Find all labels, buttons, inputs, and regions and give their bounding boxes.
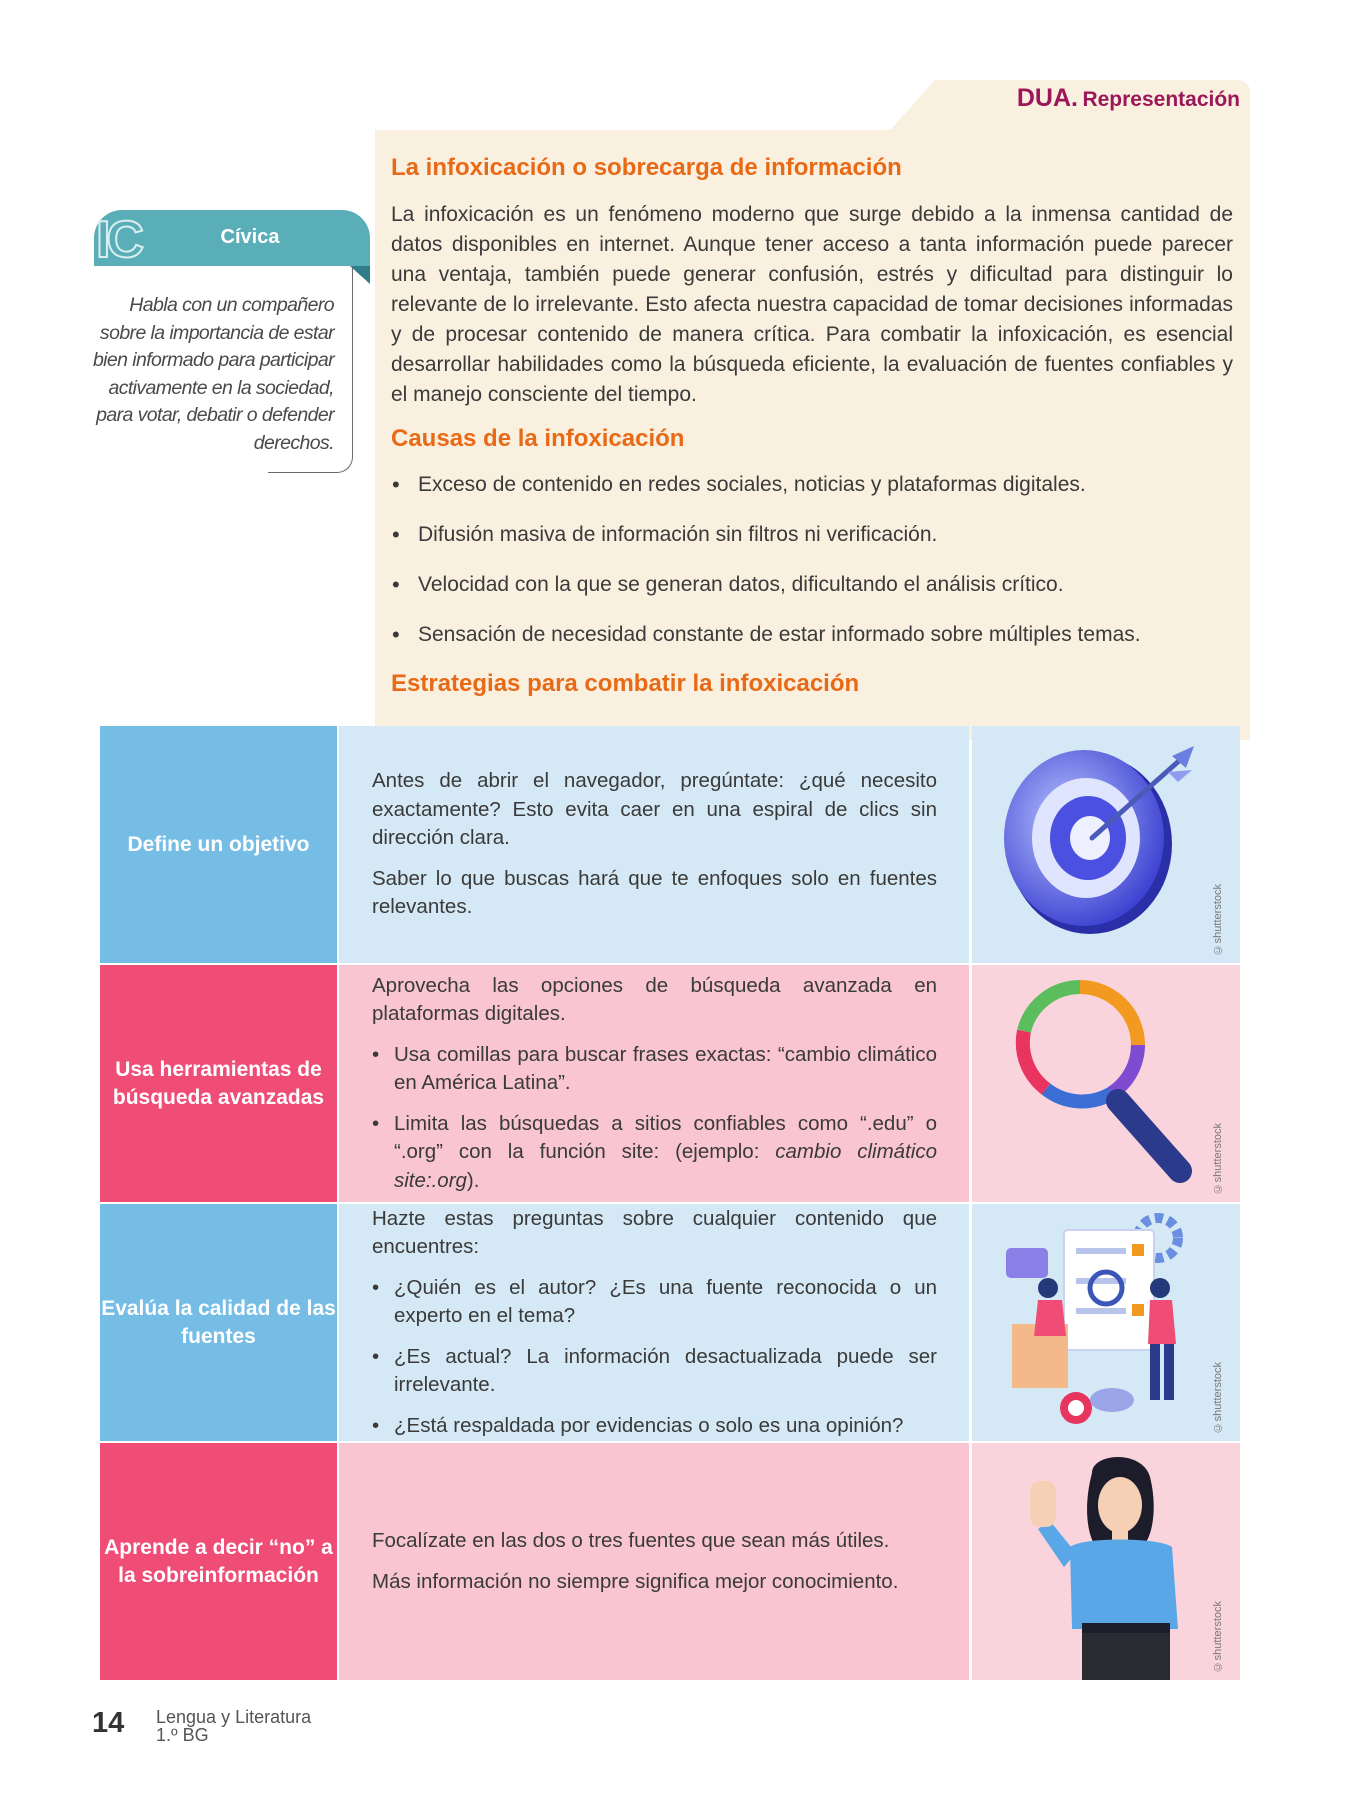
photo-credit: ©shutterstock <box>1212 1122 1224 1194</box>
strategy-label: Evalúa la calidad de las fuentes <box>100 1204 337 1441</box>
bullet-text-end: ). <box>466 1168 480 1192</box>
list-item: • Velocidad con la que se generan datos, dificultando el análisis crítico. <box>390 570 1250 620</box>
bullet-text: Limita las búsquedas a sitios confiables como “.edu” o “.org” con la función site: (ejemplo: <box>394 1111 937 1164</box>
bullet-item: • Usa comillas para buscar frases exactas: “cambio climático en América Latina”. <box>372 1041 937 1098</box>
dua-sublabel: Representación <box>1082 88 1240 111</box>
strategy-table <box>100 726 1240 1682</box>
table-row <box>100 726 1240 963</box>
photo-credit: ©shutterstock <box>1212 883 1224 955</box>
ic-logo: IC <box>96 211 140 269</box>
list-item: • Difusión masiva de información sin filtros ni verificación. <box>390 520 1250 570</box>
strategy-image <box>972 726 1240 963</box>
list-item: • Exceso de contenido en redes sociales, noticias y plataformas digitales. <box>390 470 1250 520</box>
list-item: • Sensación de necesidad constante de estar informado sobre múltiples temas. <box>390 620 1250 670</box>
grade-label: 1.º BG <box>156 1725 209 1745</box>
photo-credit: ©shutterstock <box>1212 1600 1224 1672</box>
paragraph: Antes de abrir el navegador, pregúntate: ¿qué necesito exactamente? Esto evita caer en una espiral de clics sin dirección clara. <box>372 769 937 850</box>
strategy-label: Usa herramientas de búsqueda avanzadas <box>100 965 337 1202</box>
dua-tab-cut <box>375 80 935 130</box>
section-title: La infoxicación o sobrecarga de información <box>391 154 902 181</box>
subject-name: Lengua y Literatura <box>156 1707 312 1727</box>
causes-list <box>390 470 1250 670</box>
paragraph: Saber lo que buscas hará que te enfoques solo en fuentes relevantes. <box>372 866 937 919</box>
strategy-image <box>972 1204 1240 1441</box>
strategy-label: Aprende a decir “no” a la sobreinformación <box>100 1443 337 1680</box>
intro-paragraph: La infoxicación es un fenómeno moderno que surge debido a la inmensa cantidad de datos disponibles en internet. Aunque tener acceso a tanta información puede parecer una ventaja, también puede generar confusión, estrés y dificultad para distinguir lo relevante de lo irrelevante. Esto afecta nuestra capacidad de tomar decisiones informadas y de procesar contenido de manera crítica. Para combatir la infoxicación, es esencial desarrollar habilidades como la búsqueda eficiente, la evaluación de fuentes confiables y el manejo consciente del tiempo. <box>391 203 1233 406</box>
woman-stop-icon <box>972 1443 1240 1680</box>
magnifier-icon <box>972 965 1240 1202</box>
paragraph: Más información no siempre significa mejor conocimiento. <box>372 1569 899 1593</box>
bullet-item: • ¿Es actual? La información desactualizada puede ser irrelevante. <box>372 1343 937 1400</box>
strategy-label: Define un objetivo <box>100 726 337 963</box>
strategy-text <box>339 1443 969 1680</box>
target-icon <box>972 726 1240 963</box>
causes-title: Causas de la infoxicación <box>391 425 685 452</box>
paragraph: Aprovecha las opciones de búsqueda avanzada en plataformas digitales. <box>372 973 937 1026</box>
strategies-title: Estrategias para combatir la infoxicación <box>391 670 860 697</box>
civica-label: Cívica <box>220 226 280 248</box>
strategy-image <box>972 965 1240 1202</box>
people-checklist-icon <box>972 1204 1240 1441</box>
civica-fold <box>350 266 370 284</box>
paragraph: Focalízate en las dos o tres fuentes que sean más útiles. <box>372 1529 890 1552</box>
bullet-item: • ¿Está respaldada por evidencias o solo es una opinión? <box>372 1412 937 1441</box>
strategy-text <box>339 1204 969 1441</box>
subject-info <box>156 1708 311 1744</box>
bullet-item <box>372 1110 937 1196</box>
strategy-text <box>339 965 969 1202</box>
bullet-example: cambio climático site:.org <box>394 1140 937 1192</box>
strategy-image <box>972 1443 1240 1680</box>
paragraph: Hazte estas preguntas sobre cualquier contenido que encuentres: <box>372 1206 937 1259</box>
table-row <box>100 1204 1240 1441</box>
dua-tab <box>940 84 1240 126</box>
page-number: 14 <box>92 1707 125 1739</box>
dua-label: DUA. <box>1016 84 1078 112</box>
table-row <box>100 1443 1240 1680</box>
table-row <box>100 965 1240 1202</box>
strategy-text <box>339 726 969 963</box>
photo-credit: ©shutterstock <box>1212 1361 1224 1433</box>
bullet-item: • ¿Quién es el autor? ¿Es una fuente reconocida o un experto en el tema? <box>372 1274 937 1331</box>
civica-text: Habla con un compañero sobre la importancia de estar bien informado para participar activamente en la sociedad, para votar, debatir o defender derechos. <box>92 294 334 454</box>
